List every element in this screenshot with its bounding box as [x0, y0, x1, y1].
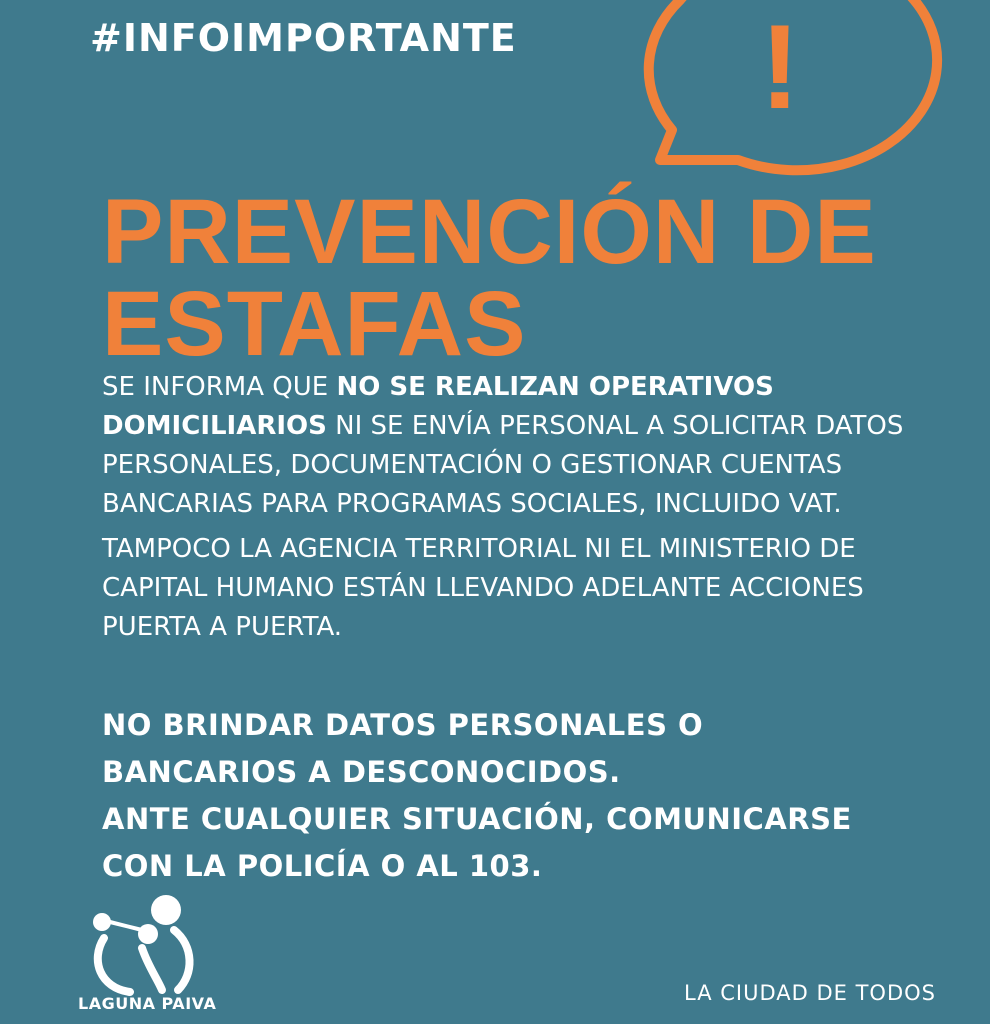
- warning-line-3: ANTE CUALQUIER SITUACIÓN, COMUNICARSE: [102, 802, 852, 836]
- info-body: [102, 368, 942, 647]
- title-line-1: PREVENCIÓN DE: [102, 181, 877, 283]
- exclamation-mark: !: [760, 0, 800, 134]
- title-line-2: ESTAFAS: [102, 273, 527, 375]
- warning-line-4: CON LA POLICÍA O AL 103.: [102, 849, 543, 883]
- page-title: [102, 181, 962, 375]
- info-p1-bold: NO SE REALIZAN OPERATIVOS DOMICILIARIOS: [102, 372, 774, 441]
- hashtag-heading: #INFOIMPORTANTE: [90, 16, 517, 60]
- speech-bubble-exclamation-icon: [620, 0, 950, 200]
- info-p1-rest: NI SE ENVÍA PERSONAL A SOLICITAR DATOS PERSONALES, DOCUMENTACIÓN O GESTIONAR CUENTAS BANCARIAS PARA PROGRAMAS SOCIALES, INCLUIDO VAT.: [102, 411, 904, 519]
- info-p1-intro: SE INFORMA QUE: [102, 372, 337, 402]
- warning-line-1: NO BRINDAR DATOS PERSONALES O: [102, 708, 704, 742]
- info-paragraph-1: [102, 368, 942, 524]
- logo-text: LAGUNA PAIVA: [78, 994, 217, 1013]
- warning-block: [102, 702, 962, 890]
- slogan: LA CIUDAD DE TODOS: [684, 981, 936, 1005]
- info-paragraph-2: TAMPOCO LA AGENCIA TERRITORIAL NI EL MINISTERIO DE CAPITAL HUMANO ESTÁN LLEVANDO ADELANTE ACCIONES PUERTA A PUERTA.: [102, 534, 864, 642]
- warning-line-2: BANCARIOS A DESCONOCIDOS.: [102, 755, 621, 789]
